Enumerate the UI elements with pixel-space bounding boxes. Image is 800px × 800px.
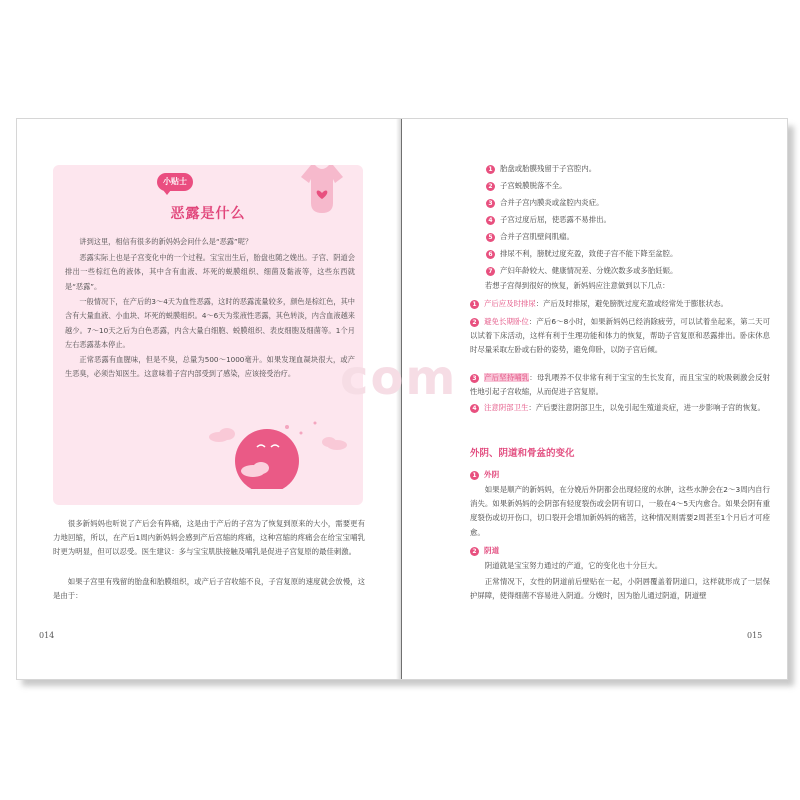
tip-item bbox=[470, 315, 770, 358]
number-badge: 3 bbox=[470, 374, 479, 383]
list-item bbox=[486, 163, 596, 174]
list-item-text: 子宫过度后屈，使恶露不易排出。 bbox=[500, 215, 611, 224]
list-item-text: 排尿不利，膀胱过度充盈，致使子宫不能下降至盆腔。 bbox=[500, 249, 678, 258]
number-badge: 1 bbox=[470, 471, 479, 480]
intro-text: 若想子宫得到很好的恢复，新妈妈应注意做到以下几点： bbox=[484, 281, 670, 290]
section-title: 外阴、阴道和骨盆的变化 bbox=[470, 448, 575, 459]
list-item-text: 合并子宫肌壁间肌瘤。 bbox=[500, 232, 574, 241]
number-badge: 4 bbox=[486, 216, 495, 225]
tip-item bbox=[470, 297, 770, 311]
tip-text: ：母乳喂养不仅非常有利于宝宝的生长发育，而且宝宝的吮吸刺激会反射性地引起子宫收缩，从而促进子宫复原。 bbox=[470, 373, 770, 397]
subsection-title bbox=[470, 469, 499, 480]
body-paragraph: 如果子宫里有残留的胎盘和胎膜组织，或产后子宫收缩不良，子宫复原的速度就会放慢，这是由于： bbox=[53, 577, 365, 601]
number-badge: 4 bbox=[470, 404, 479, 413]
sleeping-sun-illustration bbox=[227, 419, 307, 489]
body-paragraph: 阴道就是宝宝努力通过的产道，它的变化也十分巨大。 bbox=[484, 561, 663, 570]
list-item bbox=[486, 248, 677, 259]
number-badge: 2 bbox=[470, 547, 479, 556]
tip-label: 避免长期卧位 bbox=[484, 317, 529, 326]
tip-text: ：产后及时排尿，避免膀胱过度充盈或经常处于膨胀状态。 bbox=[535, 299, 728, 308]
tip-title: 恶露是什么 bbox=[170, 206, 246, 222]
number-badge: 1 bbox=[486, 165, 495, 174]
tip-item bbox=[470, 401, 770, 415]
tip-text: ：产后要注意阴部卫生，以免引起生殖道炎症，进一步影响子宫的恢复。 bbox=[528, 403, 765, 412]
tip-paragraph: 正常恶露有血腥味，但是不臭，总量为500～1000毫升。如果发现血凝块很大，或产生恶臭，必须告知医生。这意味着子宫内部受到了感染，应该接受治疗。 bbox=[65, 355, 355, 379]
tip-text: ：产后6～8小时，如果新妈妈已经消除疲劳，可以试着坐起来，第二天可以试着下床活动，这样有利于生理功能和体力的恢复，帮助子宫复原和恶露排出。卧床休息时尽量采取左卧或右卧的姿势，避免仰卧，以防子宫后倾。 bbox=[470, 317, 770, 355]
body-paragraph: 正常情况下，女性的阴道前后壁贴在一起，小阴唇覆盖着阴道口，这样就形成了一层保护屏障，使得细菌不容易进入阴道。分娩时，因为胎儿通过阴道，阴道壁 bbox=[470, 577, 770, 601]
number-badge: 3 bbox=[486, 199, 495, 208]
number-badge: 2 bbox=[486, 182, 495, 191]
list-item bbox=[486, 265, 677, 276]
list-item-text: 子宫蜕膜脱落不全。 bbox=[500, 181, 567, 190]
page-number: 014 bbox=[39, 631, 55, 640]
tip-tag: 小贴士 bbox=[157, 173, 193, 191]
tip-paragraph: 恶露实际上也是子宫变化中的一个过程。宝宝出生后，胎盘也随之娩出。子宫、阴道会排出一些棕红色的液体，其中含有血液、坏死的蜕膜组织、细菌及黏液等，这些东西就是“恶露”。 bbox=[65, 253, 355, 291]
watermark: com bbox=[340, 350, 458, 406]
list-item-text: 胎盘或胎膜残留于子宫腔内。 bbox=[500, 164, 597, 173]
subsection-title bbox=[470, 545, 499, 556]
subsection-label: 外阴 bbox=[484, 470, 500, 479]
number-badge: 5 bbox=[486, 233, 495, 242]
number-badge: 6 bbox=[486, 250, 495, 259]
number-badge: 1 bbox=[470, 300, 479, 309]
right-page bbox=[402, 119, 787, 679]
tip-label: 产后坚持哺乳 bbox=[484, 373, 530, 382]
body-paragraph: 很多新妈妈也听说了产后会有阵痛，这是由于产后的子宫为了恢复到原来的大小，需要更有力地回缩，所以，在产后1周内新妈妈会感到产后宫缩的疼痛，这种宫缩的疼痛会在给宝宝哺乳时更为明显，但可以忍受。医生建议：多与宝宝肌肤接触及哺乳是促进子宫复原的最佳刺激。 bbox=[53, 519, 365, 557]
body-paragraph: 如果是顺产的新妈妈，在分娩后外阴都会出现轻度的水肿，这些水肿会在2～3周内自行消失。如果新妈妈的会阴部有轻度裂伤或会阴有切口，一般在4～5天内愈合。如果会阴有重度裂伤或切开伤口，切口裂开会增加新妈妈的痛苦，这种情况则需要2周甚至1个月后才可痊愈。 bbox=[470, 485, 770, 537]
list-item-text: 合并子宫内膜炎或盆腔内炎症。 bbox=[500, 198, 604, 207]
list-item bbox=[486, 214, 611, 225]
list-item-text: 产妇年龄较大、健康情况差、分娩次数多或多胎妊娠。 bbox=[500, 266, 678, 275]
tip-item bbox=[470, 371, 770, 399]
tip-label: 注意阴部卫生 bbox=[484, 403, 529, 412]
subsection-label: 阴道 bbox=[484, 546, 500, 555]
tip-paragraph: 讲到这里，相信有很多的新妈妈会问什么是“恶露”呢？ bbox=[79, 237, 253, 246]
list-item bbox=[486, 197, 603, 208]
list-item bbox=[486, 180, 567, 191]
page-number: 015 bbox=[747, 631, 763, 640]
tip-paragraph: 一般情况下，在产后的3～4天为血性恶露，这时的恶露流量较多，颜色是棕红色，其中含有大量血液、小血块、坏死的蜕膜组织。4～6天为浆液性恶露，其色转淡，内含血液越来越少。7～10天之后为白色恶露，内含大量白细胞、蜕膜组织、表皮细胞及细菌等。1个月左右恶露基本停止。 bbox=[65, 297, 355, 349]
tip-label: 产后应及时排尿 bbox=[484, 299, 536, 308]
number-badge: 7 bbox=[486, 267, 495, 276]
list-item bbox=[486, 231, 574, 242]
number-badge: 2 bbox=[470, 318, 479, 327]
